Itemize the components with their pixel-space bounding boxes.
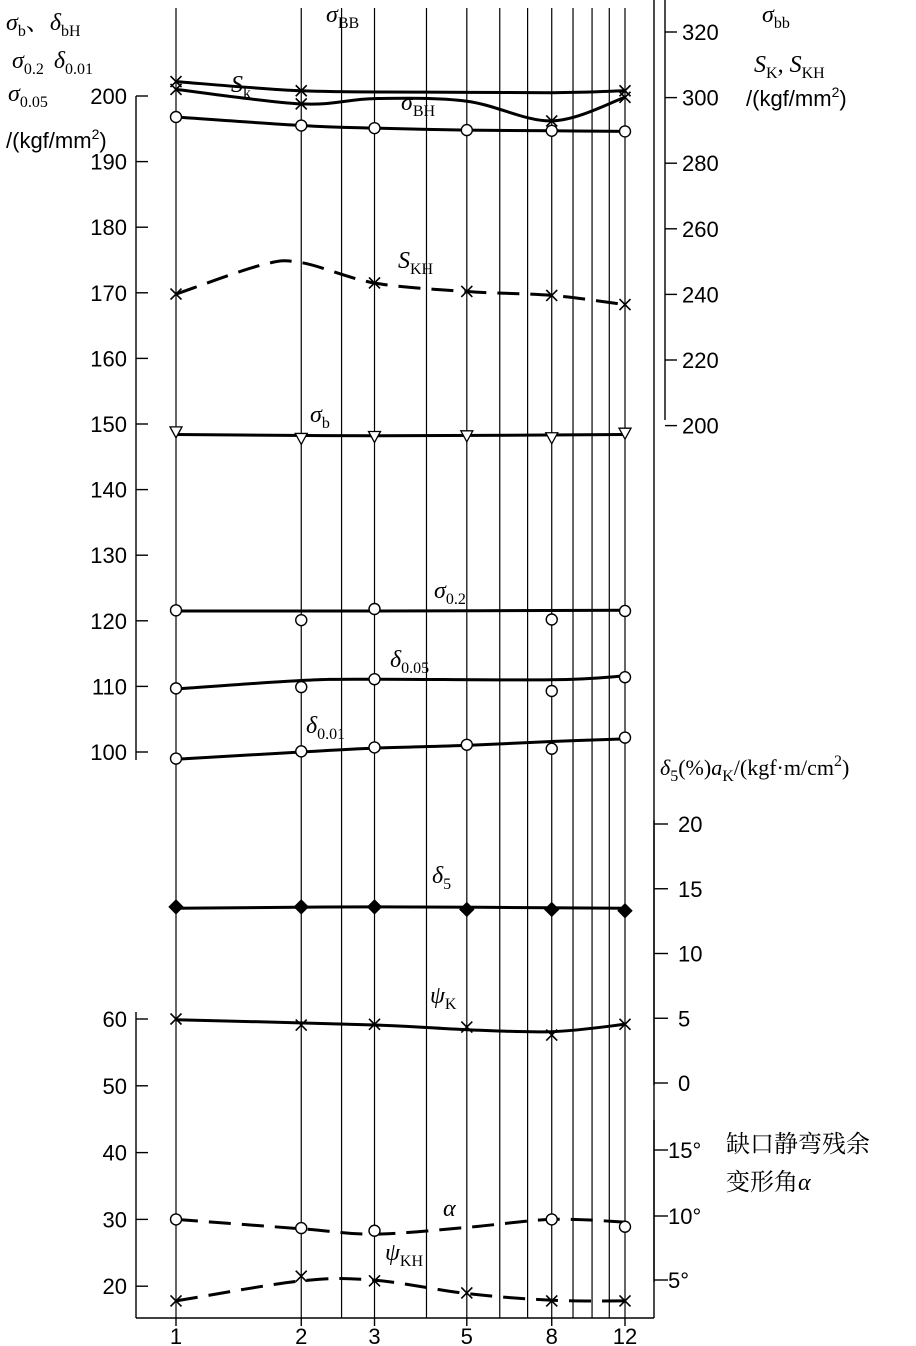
series-alpha <box>171 1214 631 1236</box>
x-tick-5: 5 <box>460 1324 473 1346</box>
series-delta-5-point-12 <box>618 904 632 918</box>
left-tick-180: 180 <box>90 215 127 241</box>
right-stress-tick-320: 320 <box>682 20 719 45</box>
series-sigma-bh-point-12 <box>620 126 631 137</box>
series-sigma-bh-point-2 <box>296 120 307 131</box>
right-stress-tick-280: 280 <box>682 151 719 177</box>
right-angle-axis-label-line-2: 变形角α <box>726 1168 811 1196</box>
series-delta-005-point-1 <box>171 683 182 694</box>
x-tick-1: 1 <box>169 1324 183 1346</box>
label-psi-K: $\psi_K$ <box>430 983 457 1013</box>
right-delta-tick-10: 10 <box>678 941 703 967</box>
right-angle-tick-2: 5° <box>668 1268 690 1293</box>
series-alpha-point-8 <box>546 1214 557 1225</box>
left-tick-100: 100 <box>90 740 127 765</box>
series-delta-005-line <box>176 676 625 689</box>
right-delta-tick-20: 20 <box>678 812 703 837</box>
right-delta-tick-5: 5 <box>678 1006 691 1032</box>
left-tick-20: 20 <box>102 1274 127 1300</box>
series-delta-005-point-2 <box>296 682 307 693</box>
series-delta-005-point-12 <box>620 672 631 683</box>
series-delta-005-point-8 <box>546 685 557 696</box>
right-angle-tick-0: 15° <box>668 1138 702 1163</box>
label-sigma-b: $\sigma_b$ <box>310 402 330 432</box>
series-delta-001-point-1 <box>171 753 182 764</box>
series-sigma-02-point-1 <box>171 605 182 616</box>
left-tick-200: 200 <box>90 84 127 109</box>
label-sigma-BH: $\sigma_{BH}$ <box>401 90 436 120</box>
label-psi-KH: $\psi_{KH}$ <box>385 1240 424 1270</box>
left-tick-50: 50 <box>102 1073 127 1099</box>
right-stress-tick-260: 260 <box>682 216 719 242</box>
series-sigma-bh-point-1 <box>171 111 182 122</box>
right-stress-axis-label-line-1: $\sigma_{bb}$ <box>762 2 790 32</box>
series-sigma-02-line <box>176 610 625 611</box>
series-sigma-b <box>170 427 631 445</box>
left-axis-label-line-3: $\sigma_{0.05}$ <box>8 81 48 111</box>
right-stress-axis-label-units: $/(kgf/mm^2)$ <box>746 84 847 111</box>
series-delta-001-point-3 <box>369 742 380 753</box>
label-SKH: $S_{KH}$ <box>398 248 434 278</box>
label-delta-001: $\delta_{0.01}$ <box>306 713 346 743</box>
left-axis-label-line-2: $\sigma_{0.2}$ $\delta_{0.01}$ <box>12 48 93 78</box>
series-delta-5-point-3 <box>368 900 382 914</box>
series-delta-001-point-12 <box>620 732 631 743</box>
left-tick-30: 30 <box>102 1207 127 1233</box>
left-tick-160: 160 <box>90 346 127 372</box>
series-sigma-b-point-2 <box>295 433 307 444</box>
left-tick-170: 170 <box>90 280 127 306</box>
series-delta-001-point-8 <box>546 743 557 754</box>
series-alpha-point-2 <box>296 1223 307 1234</box>
label-delta-5: $\delta_5$ <box>432 863 452 893</box>
left-tick-40: 40 <box>102 1140 127 1166</box>
x-tick-8: 8 <box>545 1324 558 1346</box>
left-tick-110: 110 <box>91 674 127 700</box>
series-delta-5 <box>169 900 632 918</box>
series-alpha-point-3 <box>369 1225 380 1236</box>
series-alpha-point-1 <box>171 1214 182 1225</box>
series-sigma-02-point-8 <box>546 614 557 625</box>
left-tick-140: 140 <box>90 477 127 503</box>
series-sigma-bh-point-8 <box>546 125 557 136</box>
series-sigma-b-line <box>176 435 625 436</box>
right-stress-tick-200: 200 <box>682 413 719 439</box>
right-angle-axis-label-line-1: 缺口静弯残余 <box>726 1130 870 1158</box>
right-stress-axis-label-line-2: $S_K$, $S_{KH}$ <box>754 52 825 82</box>
series-delta-001-point-5 <box>461 739 472 750</box>
grid-lines <box>176 0 654 1318</box>
x-tick-3: 3 <box>368 1324 381 1346</box>
series-sigma-bh-point-5 <box>461 125 472 136</box>
x-tick-2: 2 <box>295 1324 308 1346</box>
series-sigma-b-point-8 <box>546 433 558 444</box>
left-tick-190: 190 <box>90 149 127 175</box>
label-delta-005: $\delta_{0.05}$ <box>390 647 430 677</box>
left-tick-150: 150 <box>90 412 127 437</box>
label-Sk: $S_k$ <box>231 72 251 102</box>
left-tick-120: 120 <box>90 608 127 634</box>
right-stress-tick-220: 220 <box>682 348 719 373</box>
x-tick-12: 12 <box>612 1324 638 1346</box>
series-delta-5-point-5 <box>460 902 474 916</box>
label-sigma-BB: $\sigma_{BB}$ <box>326 2 360 32</box>
series-sigma-02-point-12 <box>620 605 631 616</box>
right-angle-tick-1: 10° <box>668 1204 702 1229</box>
series-sigma-02-point-2 <box>296 615 307 626</box>
series-delta-5-point-8 <box>545 902 559 916</box>
series-sigma-02-point-3 <box>369 603 380 614</box>
series-delta-5-point-2 <box>294 900 308 914</box>
label-sigma-02: $\sigma_{0.2}$ <box>434 578 466 608</box>
series-psi-kh-line <box>176 1278 625 1301</box>
left-tick-60: 60 <box>102 1007 127 1032</box>
series-sigma-bh-point-3 <box>369 123 380 134</box>
left-axis-label-units: $/(kgf/mm^2)$ <box>6 126 107 153</box>
right-stress-tick-300: 300 <box>682 85 719 111</box>
left-axis-label-line-1: $\sigma_b$、$\delta_{bH}$ <box>6 10 81 40</box>
series-psi-k <box>171 1014 631 1041</box>
series-alpha-line <box>176 1219 625 1234</box>
right-delta-tick-0: 0 <box>678 1071 691 1096</box>
series-delta-005-point-3 <box>369 674 380 685</box>
series-sigma-b-point-1 <box>170 427 182 438</box>
series-delta-001 <box>171 732 631 764</box>
series-alpha-point-12 <box>620 1221 631 1232</box>
label-alpha: α <box>443 1196 456 1222</box>
right-delta-axis-label: $\delta_5(\%)a_K/(kgf\cdot m/cm^2)$ <box>660 753 850 785</box>
series-sigma-02 <box>171 603 631 625</box>
right-delta-tick-15: 15 <box>678 876 703 902</box>
right-stress-tick-240: 240 <box>682 282 719 308</box>
left-tick-130: 130 <box>90 543 127 569</box>
series-delta-5-point-1 <box>169 900 183 914</box>
series-delta-001-point-2 <box>296 746 307 757</box>
series-psi-kh <box>171 1271 631 1307</box>
